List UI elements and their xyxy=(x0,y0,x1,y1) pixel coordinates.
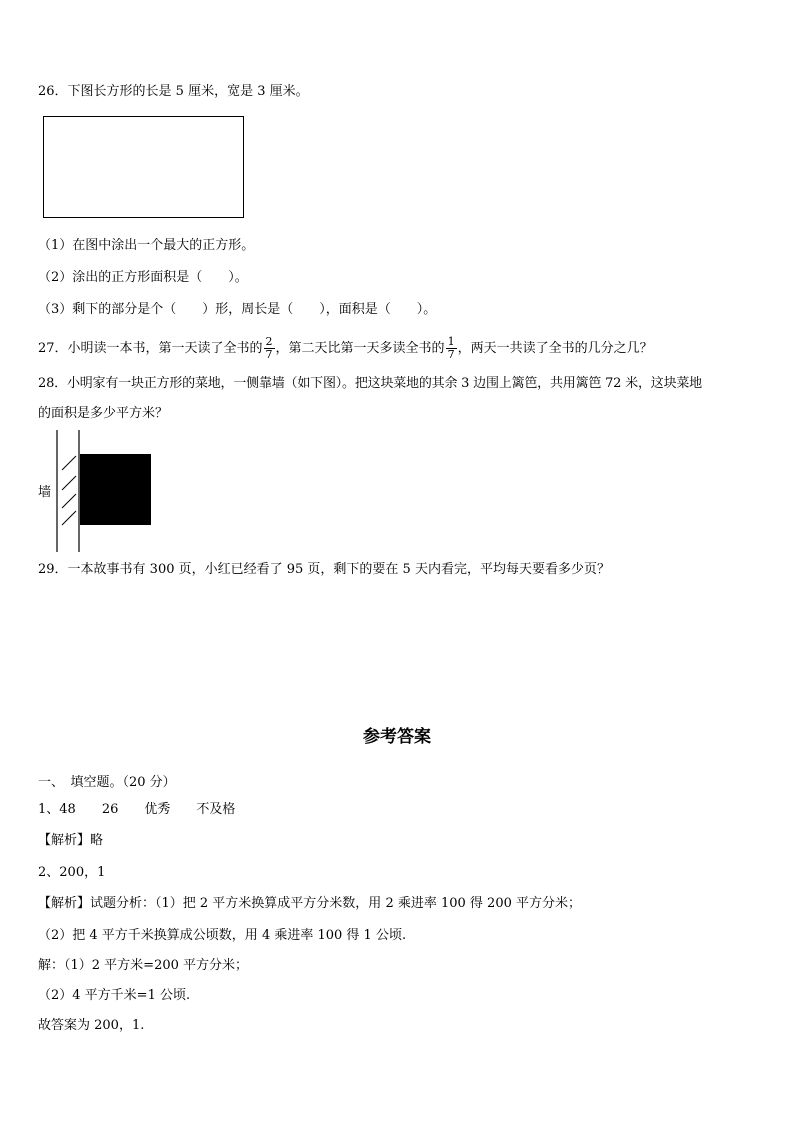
square-garden xyxy=(80,454,151,525)
wall-hatch xyxy=(62,511,76,525)
fraction-numerator: 1 xyxy=(447,335,455,348)
q28-line1: 28．小明家有一块正方形的菜地，一侧靠墙（如下图）。把这块菜地的其余 3 边围上篱笆，共用篱笆 72 米，这块菜地 xyxy=(38,376,702,391)
answer-1-value: 1、48 xyxy=(38,802,76,817)
q29-text: 29．一本故事书有 300 页，小红已经看了 95 页，剩下的要在 5 天内看完，平均每天要看多少页？ xyxy=(38,562,610,577)
wall-garden-figure xyxy=(36,430,166,554)
wall-hatch xyxy=(62,494,76,508)
q27-text xyxy=(38,336,653,362)
q26-sub3: （3）剩下的部分是个（ ）形，周长是（ ），面积是（ ）。 xyxy=(38,302,437,317)
q27-part1: 27．小明读一本书，第一天读了全书的 xyxy=(38,341,263,356)
rectangle-figure xyxy=(43,116,244,218)
answer-1-value: 不及格 xyxy=(196,802,236,817)
answers-section-title: 一、 填空题。（20 分） xyxy=(38,775,176,790)
answers-heading: 参考答案 xyxy=(363,727,431,747)
q26-text: 26．下图长方形的长是 5 厘米，宽是 3 厘米。 xyxy=(38,84,309,99)
answer-1 xyxy=(38,802,235,818)
wall-hatch xyxy=(62,456,76,470)
answer-2: 2、200，1 xyxy=(38,865,106,880)
answer-2-solution1: 解：（1）2 平方米=200 平方分米； xyxy=(38,958,249,973)
q28-line2: 的面积是多少平方米？ xyxy=(38,406,169,421)
q26-sub2: （2）涂出的正方形面积是（ ）。 xyxy=(38,270,248,285)
fraction-denominator: 7 xyxy=(265,348,273,361)
fraction-numerator: 2 xyxy=(265,335,273,348)
q26-sub1: （1）在图中涂出一个最大的正方形。 xyxy=(38,238,255,253)
q27-part2: ，第二天比第一天多读全书的 xyxy=(275,341,445,356)
answer-1-value: 26 xyxy=(101,802,119,817)
fraction-2-7 xyxy=(264,336,275,361)
answer-1-value: 优秀 xyxy=(144,802,171,817)
answer-2-solution2: （2）4 平方千米=1 公顷. xyxy=(38,988,191,1003)
fraction-denominator: 7 xyxy=(447,348,455,361)
wall-hatch xyxy=(62,476,76,490)
fraction-1-7 xyxy=(446,336,457,361)
wall-garden-svg xyxy=(36,430,166,554)
answer-2-line2: （2）把 4 平方千米换算成公顷数，用 4 乘进率 100 得 1 公顷. xyxy=(38,928,407,943)
wall-label: 墙 xyxy=(38,485,52,500)
answer-2-final: 故答案为 200，1. xyxy=(38,1018,145,1033)
answer-2-analysis: 【解析】试题分析：（1）把 2 平方米换算成平方分米数，用 2 乘进率 100 得 200 平方分米； xyxy=(38,896,581,911)
answer-1-analysis: 【解析】略 xyxy=(38,833,104,848)
q27-part3: ，两天一共读了全书的几分之几？ xyxy=(457,341,653,356)
